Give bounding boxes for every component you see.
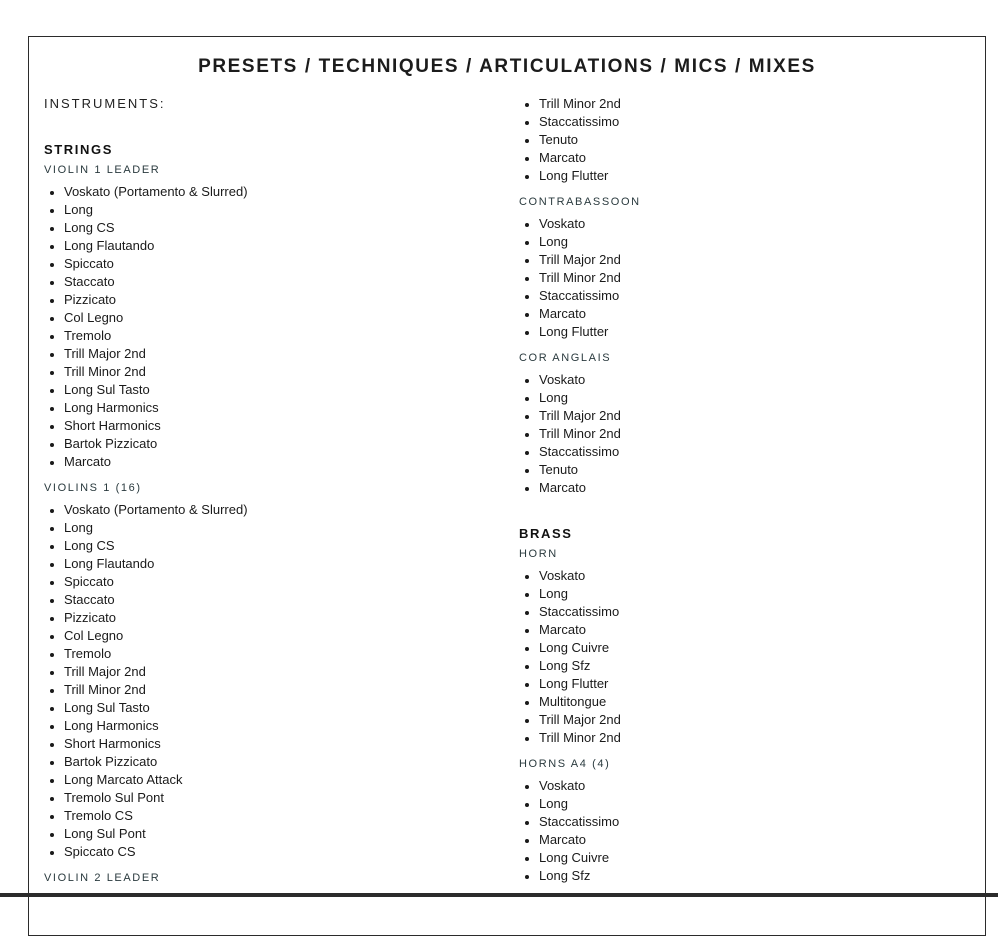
articulation-item: Long bbox=[519, 389, 959, 407]
left-column bbox=[44, 95, 484, 891]
articulation-item: Long Cuivre bbox=[519, 639, 959, 657]
articulation-item: Staccatissimo bbox=[519, 113, 959, 131]
articulation-item: Spiccato bbox=[44, 573, 484, 591]
articulation-list-violins1 bbox=[44, 501, 484, 861]
articulation-item: Long Sul Tasto bbox=[44, 699, 484, 717]
page-title: PRESETS / TECHNIQUES / ARTICULATIONS / MICS / MIXES bbox=[198, 56, 816, 77]
articulation-item: Spiccato CS bbox=[44, 843, 484, 861]
articulation-item: Long CS bbox=[44, 537, 484, 555]
articulation-item: Staccatissimo bbox=[519, 443, 959, 461]
articulation-list-cor-anglais bbox=[519, 371, 959, 497]
articulation-item: Voskato bbox=[519, 215, 959, 233]
articulation-item: Staccatissimo bbox=[519, 813, 959, 831]
articulation-item: Short Harmonics bbox=[44, 735, 484, 753]
articulation-item: Long Harmonics bbox=[44, 717, 484, 735]
strings-section bbox=[44, 141, 484, 886]
articulation-item: Tremolo bbox=[44, 645, 484, 663]
articulation-item: Trill Minor 2nd bbox=[519, 425, 959, 443]
articulation-item: Staccatissimo bbox=[519, 287, 959, 305]
articulation-item: Marcato bbox=[519, 831, 959, 849]
articulation-item: Trill Major 2nd bbox=[519, 711, 959, 729]
articulation-item: Long Flutter bbox=[519, 675, 959, 693]
articulation-list-horns-a4 bbox=[519, 777, 959, 885]
brass-title: BRASS bbox=[519, 526, 573, 541]
articulation-item: Voskato bbox=[519, 777, 959, 795]
articulation-item: Long Sfz bbox=[519, 657, 959, 675]
articulation-item: Long bbox=[519, 233, 959, 251]
articulation-item: Long Flutter bbox=[519, 323, 959, 341]
articulation-item: Pizzicato bbox=[44, 291, 484, 309]
articulation-item: Voskato bbox=[519, 371, 959, 389]
articulation-item: Bartok Pizzicato bbox=[44, 435, 484, 453]
articulation-item: Long Cuivre bbox=[519, 849, 959, 867]
articulation-item: Long bbox=[44, 201, 484, 219]
instrument-name-violins1: VIOLINS 1 (16) bbox=[44, 482, 142, 494]
articulation-item: Tremolo CS bbox=[44, 807, 484, 825]
articulation-item: Multitongue bbox=[519, 693, 959, 711]
articulation-item: Trill Minor 2nd bbox=[44, 363, 484, 381]
articulation-item: Voskato bbox=[519, 567, 959, 585]
articulation-item: Long bbox=[44, 519, 484, 537]
brass-section bbox=[519, 525, 959, 885]
articulation-item: Long Flautando bbox=[44, 555, 484, 573]
articulation-item: Trill Major 2nd bbox=[519, 407, 959, 425]
content-panel bbox=[28, 36, 986, 936]
articulation-item: Voskato (Portamento & Slurred) bbox=[44, 501, 484, 519]
articulation-item: Tenuto bbox=[519, 131, 959, 149]
articulation-item: Trill Major 2nd bbox=[519, 251, 959, 269]
articulation-item: Staccato bbox=[44, 591, 484, 609]
instrument-name-contrabassoon: CONTRABASSOON bbox=[519, 196, 641, 208]
instrument-name-violin2-leader: VIOLIN 2 LEADER bbox=[44, 872, 161, 884]
articulation-list-violin1-leader bbox=[44, 183, 484, 471]
strings-title: STRINGS bbox=[44, 142, 113, 157]
articulation-item: Pizzicato bbox=[44, 609, 484, 627]
articulation-item: Long Flautando bbox=[44, 237, 484, 255]
articulation-list-horn bbox=[519, 567, 959, 747]
articulation-item: Long Marcato Attack bbox=[44, 771, 484, 789]
articulation-item: Col Legno bbox=[44, 309, 484, 327]
articulation-item: Trill Major 2nd bbox=[44, 345, 484, 363]
articulation-item: Marcato bbox=[519, 621, 959, 639]
articulation-item: Long CS bbox=[44, 219, 484, 237]
articulation-item: Trill Minor 2nd bbox=[519, 729, 959, 747]
articulation-item: Col Legno bbox=[44, 627, 484, 645]
articulation-item: Marcato bbox=[519, 149, 959, 167]
articulation-item: Voskato (Portamento & Slurred) bbox=[44, 183, 484, 201]
articulation-item: Trill Minor 2nd bbox=[519, 269, 959, 287]
articulation-item: Long Sfz bbox=[519, 867, 959, 885]
articulation-item: Staccato bbox=[44, 273, 484, 291]
articulation-list-continued bbox=[519, 95, 959, 185]
articulation-item: Trill Minor 2nd bbox=[519, 95, 959, 113]
articulation-item: Long Harmonics bbox=[44, 399, 484, 417]
articulation-item: Tremolo Sul Pont bbox=[44, 789, 484, 807]
articulation-item: Short Harmonics bbox=[44, 417, 484, 435]
articulation-item: Marcato bbox=[519, 305, 959, 323]
articulation-item: Marcato bbox=[44, 453, 484, 471]
articulation-item: Long Sul Tasto bbox=[44, 381, 484, 399]
instrument-name-violin1-leader: VIOLIN 1 LEADER bbox=[44, 164, 161, 176]
articulation-item: Long bbox=[519, 795, 959, 813]
articulation-item: Marcato bbox=[519, 479, 959, 497]
instrument-name-horn: HORN bbox=[519, 548, 558, 560]
articulation-item: Bartok Pizzicato bbox=[44, 753, 484, 771]
articulation-item: Trill Minor 2nd bbox=[44, 681, 484, 699]
articulation-item: Tremolo bbox=[44, 327, 484, 345]
instrument-name-cor-anglais: COR ANGLAIS bbox=[519, 352, 612, 364]
articulation-item: Spiccato bbox=[44, 255, 484, 273]
right-column bbox=[519, 95, 959, 895]
articulation-item: Long Flutter bbox=[519, 167, 959, 185]
articulation-list-contrabassoon bbox=[519, 215, 959, 341]
instruments-label: INSTRUMENTS: bbox=[44, 96, 166, 111]
articulation-item: Staccatissimo bbox=[519, 603, 959, 621]
instrument-name-horns-a4: HORNS A4 (4) bbox=[519, 758, 611, 770]
articulation-item: Long bbox=[519, 585, 959, 603]
articulation-item: Long Sul Pont bbox=[44, 825, 484, 843]
articulation-item: Tenuto bbox=[519, 461, 959, 479]
articulation-item: Trill Major 2nd bbox=[44, 663, 484, 681]
bottom-divider bbox=[0, 893, 998, 897]
